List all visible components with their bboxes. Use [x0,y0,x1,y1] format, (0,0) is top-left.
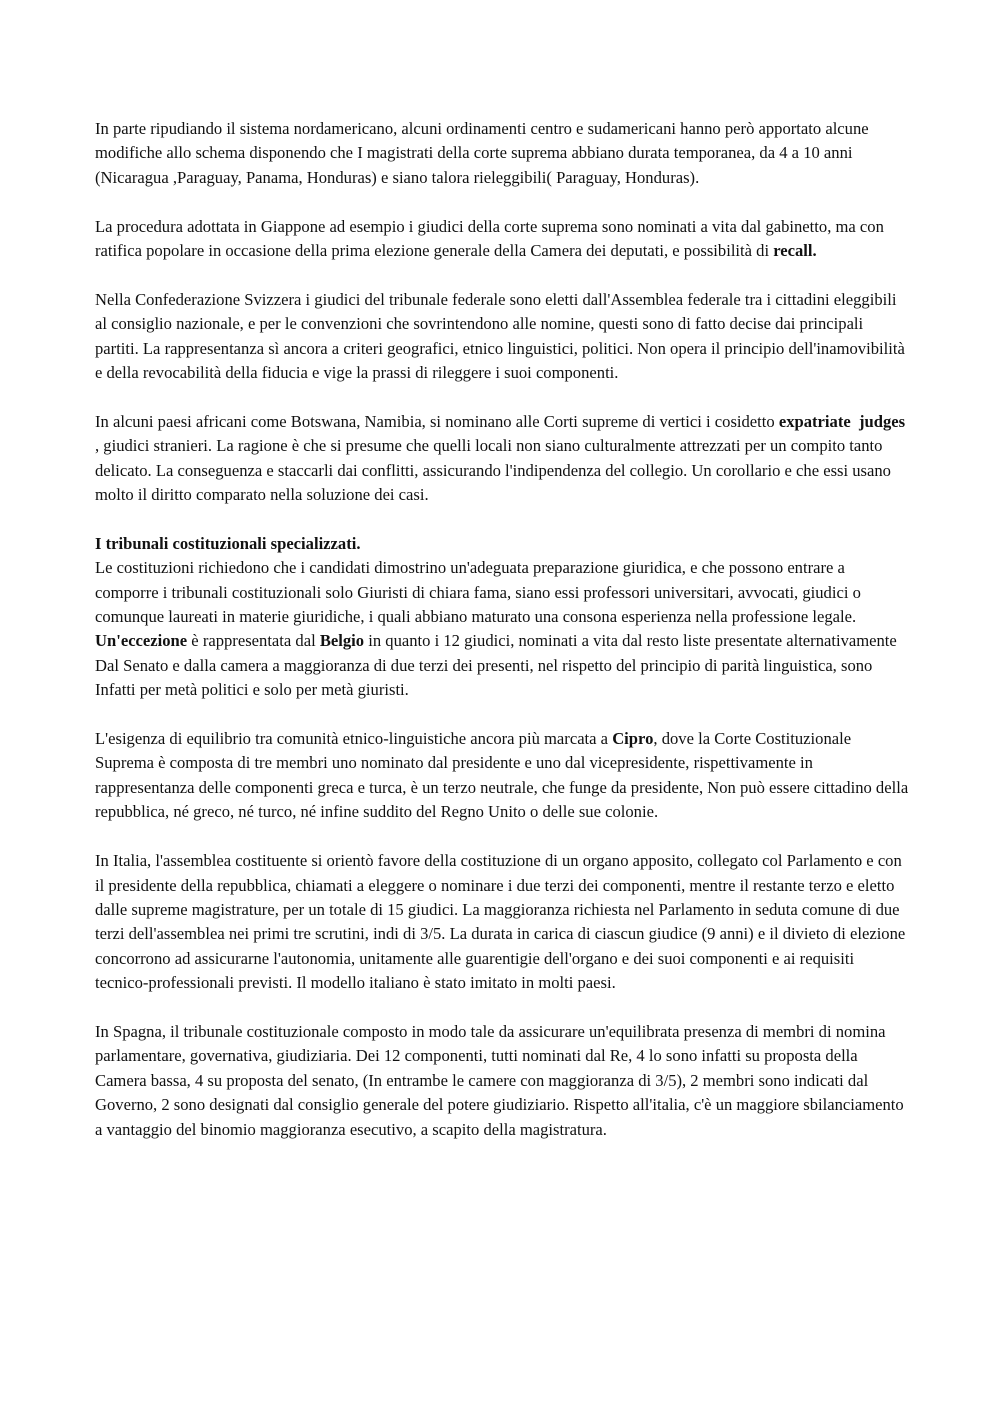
paragraph-text: La procedura adottata in Giappone ad esempio i giudici della corte suprema sono nominati a vita dal gabinetto, ma con ratifica popolare in occasione della prima elezione generale della Camera dei deputati, e possibilità di [95,216,884,261]
paragraph-latin-america [95,117,910,190]
bold-term-belgium: Belgio [319,631,365,651]
paragraph-switzerland [95,288,910,386]
paragraph-text: In Italia, l'assemblea costituente si orientò favore della costituzione di un organo apposito, collegato col Parlamento e con il presidente della repubblica, chiamati a eleggere o nominare i due terzi dei componenti, mentre il restante terzo e eletto dalle supreme magistrature, per un totale di 15 giudici. La maggioranza richiesta nel Parlamento in seduta comune di due terzi dell'assemblea nei primi tre scrutini, indi di 3/5. La durata in carica di ciascun giudice (9 anni) e il divieto di elezione concorrono ad assicurarne l'autonomia, unitamente alle guarentigie dell'organo e dei suoi componenti e ai requisiti tecnico-professionali previsti. Il modello italiano è stato imitato in molti paesi. [95,851,906,993]
bold-term-exception: Un'eccezione [95,631,188,651]
paragraph-text: , dove la Corte Costituzionale Suprema è composta di tre membri uno nominato dal presidente e uno dal vicepresidente, rispettivamente in rappresentanza delle componenti greca e turca, è un terzo neutrale, che funge da presidente, Non può essere cittadino della repubblica, né greco, né turco, né infine suddito del Regno Unito o delle sue colonie. [95,729,909,822]
paragraph-text: L'esigenza di equilibrio tra comunità etnico-linguistiche ancora più marcata a [95,729,613,749]
paragraph-requirements-belgium [95,556,910,702]
paragraph-text: In alcuni paesi africani come Botswana, Namibia, si nominano alle Corti supreme di vertici i cosidetto [95,411,779,431]
paragraph-text: Nella Confederazione Svizzera i giudici del tribunale federale sono eletti dall'Assemblea federale tra i cittadini eleggibili al consiglio nazionale, e per le convenzioni che sovrintendono alle nomine, questi sono di fatto decise dai principali partiti. La rappresentanza sì ancora a criteri geografici, etnico linguistici, politici. Non opera il principio dell'inamovibilità e della revocabilità della fiducia e vige la prassi di rileggere i suoi componenti. [95,289,905,383]
paragraph-text: , giudici stranieri. La ragione è che si presume che quelli locali non siano culturalmente attrezzati per un compito tanto delicato. La conseguenza e staccarli dai conflitti, assicurando l'indipendenza del collegio. Un corollario e che essi usano molto il diritto comparato nella soluzione dei casi. [95,436,891,505]
paragraph-text: è rappresentata dal [187,631,320,651]
paragraph-japan [95,215,910,264]
bold-term-recall: recall. [773,241,817,261]
paragraph-cyprus [95,727,910,825]
bold-term-expatriate-judges: expatriate judges [778,411,906,431]
paragraph-spain [95,1020,910,1142]
paragraph-text: In Spagna, il tribunale costituzionale composto in modo tale da assicurare un'equilibrata presenza di membri di nomina parlamentare, governativa, giudiziaria. Dei 12 componenti, tutti nominati dal Re, 4 lo sono infatti su proposta della Camera bassa, 4 su proposta del senato, (In entrambe le camere con maggioranza di 3/5), 2 membri sono indicati dal Governo, 2 sono designati dal consiglio generale del potere giudiziario. Rispetto all'italia, c'è un maggiore sbilanciamento a vantaggio del binomio maggioranza esecutivo, a scapito della magistratura. [95,1021,904,1139]
paragraph-text: Le costituzioni richiedono che i candidati dimostrino un'adeguata preparazione giuridica, e che possono entrare a comporre i tribunali costituzionali solo Giuristi di chiara fama, siano essi professori universitari, avvocati, giudici o comunque laureati in materie giuridiche, i quali abbiano maturato una consona esperienza nella professione legale. [95,558,861,627]
paragraph-africa [95,410,910,508]
paragraph-text: in quanto i 12 giudici, nominati a vita dal resto liste presentate alternativamente Dal Senato e dalla camera a maggioranza di due terzi dei presenti, nel rispetto del principio di parità linguistica, sono Infatti per metà politici e solo per metà giuristi. [95,631,897,700]
document-page [95,117,910,1142]
section-heading: I tribunali costituzionali specializzati. [95,533,361,553]
bold-term-cyprus: Cipro [612,729,654,749]
paragraph-italy [95,849,910,995]
paragraph-text: In parte ripudiando il sistema nordamericano, alcuni ordinamenti centro e sudamericani hanno però apportato alcune modifiche allo schema disponendo che I magistrati della corte suprema abbiano durata temporanea, da 4 a 10 anni (Nicaragua ,Paraguay, Panama, Honduras) e siano talora rieleggibili( Paraguay, Honduras). [95,119,869,187]
